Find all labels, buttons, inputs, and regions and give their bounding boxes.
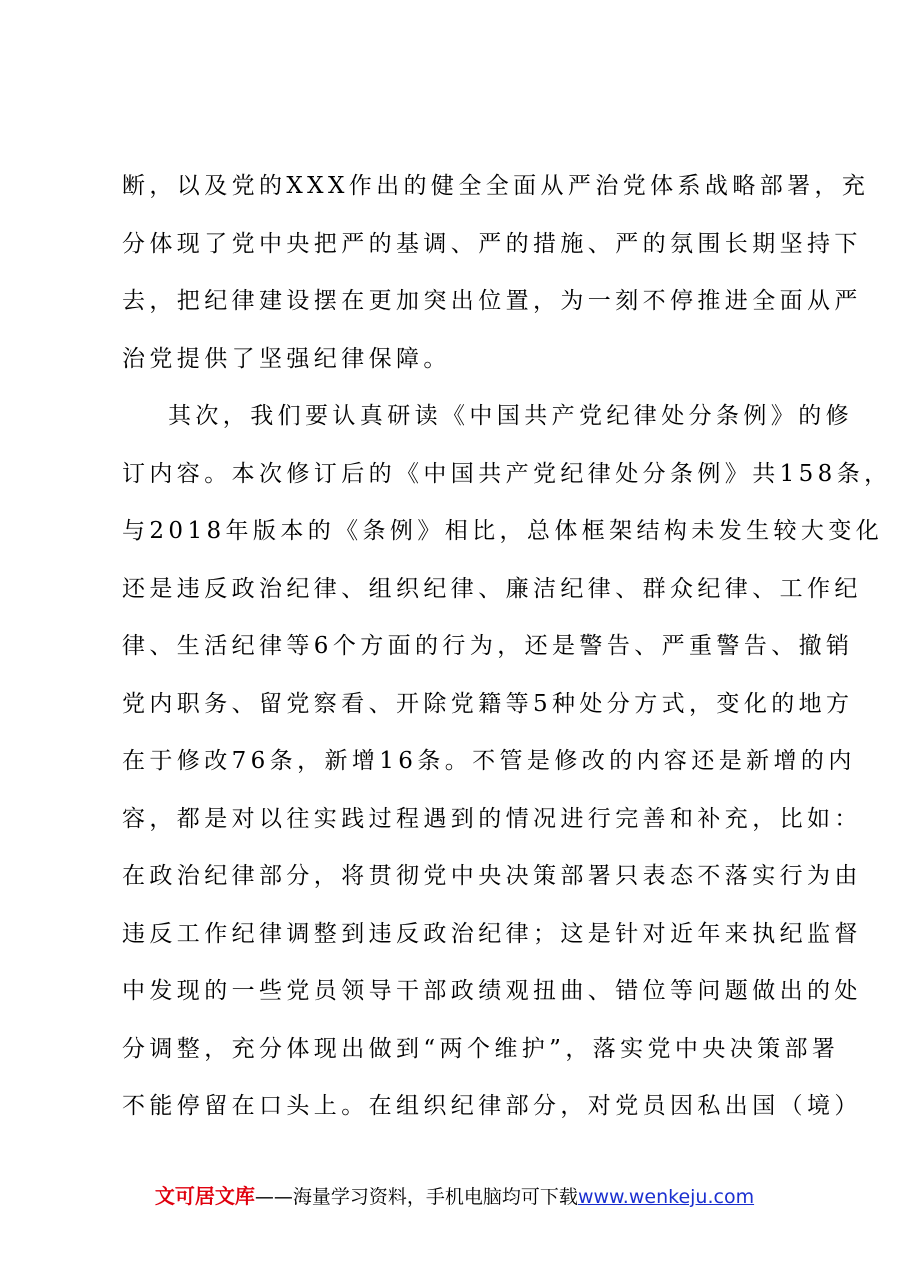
paragraph-2-line-7: 在于修改76条，新增16条。不管是修改的内容还是新增的内 (122, 748, 856, 774)
paragraph-2-line-8: 容，都是对以往实践过程遇到的情况进行完善和补充，比如： (122, 805, 862, 832)
footer-url-link[interactable]: www.wenkeju.com (577, 1186, 755, 1208)
paragraph-1-line-2: 分体现了党中央把严的基调、严的措施、严的氛围长期坚持下 (122, 230, 862, 257)
footer-brand: 文可居文库 (154, 1184, 255, 1208)
paragraph-2-line-5: 律、生活纪律等6个方面的行为，还是警告、严重警告、撤销 (122, 633, 854, 659)
paragraph-2-line-12: 分调整，充分体现出做到“两个维护”，落实党中央决策部署 (122, 1035, 840, 1062)
paragraph-2-line-9: 在政治纪律部分，将贯彻党中央决策部署只表态不落实行为由 (122, 863, 862, 889)
document-body (122, 158, 892, 1136)
paragraph-2-line-2: 订内容。本次修订后的《中国共产党纪律处分条例》共158条， (122, 460, 892, 487)
paragraph-2-line-6: 党内职务、留党察看、开除党籍等5种处分方式，变化的地方 (122, 690, 854, 717)
paragraph-2-line-1: 其次，我们要认真研读《中国共产党纪律处分条例》的修 (168, 403, 853, 429)
paragraph-1-line-1: 断，以及党的XXX作出的健全全面从严治党体系战略部署，充 (122, 173, 870, 199)
paragraph-1-line-4: 治党提供了坚强纪律保障。 (122, 345, 451, 372)
document-footer (0, 1180, 909, 1209)
footer-tagline: 海量学习资料，手机电脑均可下载 (292, 1186, 578, 1208)
paragraph-2-line-4: 还是违反政治纪律、组织纪律、廉洁纪律、群众纪律、工作纪 (122, 575, 862, 602)
paragraph-2-line-11: 中发现的一些党员领导干部政绩观扭曲、错位等问题做出的处 (122, 978, 862, 1004)
paragraph-2-line-3: 与2018年版本的《条例》相比，总体框架结构未发生较大变化 (122, 518, 884, 544)
footer-separator: —— (254, 1186, 293, 1208)
paragraph-1-line-3: 去，把纪律建设摆在更加突出位置，为一刻不停推进全面从严 (122, 288, 862, 314)
paragraph-2-line-10: 违反工作纪律调整到违反政治纪律；这是针对近年来执纪监督 (122, 920, 862, 947)
paragraph-2-line-13: 不能停留在口头上。在组织纪律部分，对党员因私出国（境） (122, 1093, 862, 1119)
